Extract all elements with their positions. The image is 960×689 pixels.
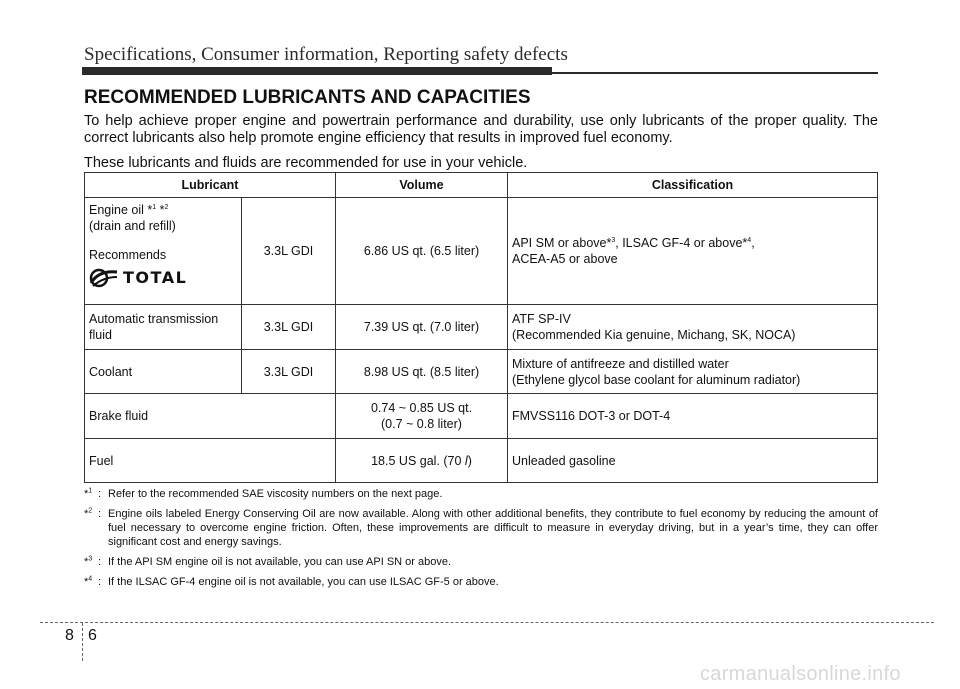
lubricants-table	[84, 172, 878, 483]
atf-engine: 3.3L GDI	[242, 305, 336, 350]
table-row-fuel	[85, 439, 878, 483]
footnote-colon: :	[98, 556, 102, 568]
coolant-name: Coolant	[85, 350, 242, 394]
fuel-volume	[336, 439, 508, 483]
footnote-marker: *$^2$	[84, 507, 93, 520]
brake-classification: FMVSS116 DOT-3 or DOT-4	[508, 394, 878, 439]
header-classification: Classification	[508, 173, 878, 198]
footnote-sup: 3	[611, 236, 616, 244]
engine-oil-classification	[508, 198, 878, 305]
page-number: 6	[88, 627, 97, 644]
total-logo-wordmark: TOTAL	[123, 268, 188, 287]
engine-oil-cell	[85, 198, 242, 305]
footnote-colon: :	[98, 488, 102, 500]
footnote-sup: 1	[152, 203, 157, 211]
fuel-volume-value: 18.5 US gal. (70	[371, 453, 465, 468]
engine-oil-name: Engine oil	[89, 203, 148, 217]
footnote-text: Engine oils labeled Energy Conserving Oil are now available. Along with other additional benefits, they contribute to fuel economy by reducing the amount of fuel necessary to overcome engine friction. Often, these improvements are difficult to measure in everyday driving, but in a year’s time, they can offer significant cost and energy savings.	[108, 508, 878, 548]
atf-name-line2: fluid	[89, 328, 112, 342]
footnote-text: If the ILSAC GF-4 engine oil is not available, you can use ILSAC GF-5 or above.	[108, 576, 499, 588]
atf-class-line1: ATF SP-IV	[512, 312, 571, 326]
classification-text: API SM or above*	[512, 236, 612, 250]
brake-name: Brake fluid	[85, 394, 336, 439]
engine-oil-recommends: Recommends	[89, 248, 167, 262]
atf-name-line1: Automatic transmission	[89, 312, 219, 326]
atf-name	[85, 305, 242, 350]
footer-vertical-divider	[82, 623, 83, 661]
table-row-engine-oil	[85, 198, 878, 305]
footnote-3	[84, 555, 878, 569]
table-row-brake	[85, 394, 878, 439]
header-volume: Volume	[336, 173, 508, 198]
fuel-volume-unit: l	[464, 453, 468, 468]
section-title: RECOMMENDED LUBRICANTS AND CAPACITIES	[84, 87, 531, 108]
intro-text	[84, 113, 878, 172]
total-logo	[87, 267, 237, 289]
intro-paragraph-1: To help achieve proper engine and powertrain performance and durability, use only lubricants of the proper quality. The correct lubricants also help promote engine efficiency that results in improved fuel economy.	[84, 113, 878, 146]
header-title: Specifications, Consumer information, Reporting safety defects	[84, 44, 568, 65]
table-header-row	[85, 173, 878, 198]
fuel-name: Fuel	[85, 439, 336, 483]
footnote-colon: :	[98, 576, 102, 588]
footnote-mark: *	[156, 203, 165, 217]
fuel-classification: Unleaded gasoline	[508, 439, 878, 483]
engine-oil-label	[89, 202, 237, 218]
table-row-coolant	[85, 350, 878, 394]
coolant-engine: 3.3L GDI	[242, 350, 336, 394]
footnote-marker: *$^1$	[84, 487, 93, 500]
brake-volume-line2: (0.7 ~ 0.8 liter)	[381, 417, 462, 431]
fuel-volume-end: )	[467, 453, 472, 468]
header-lubricant: Lubricant	[85, 173, 336, 198]
footnote-sup: 2	[164, 203, 169, 211]
brake-volume-line1: 0.74 ~ 0.85 US qt.	[370, 401, 473, 415]
footnote-text: If the API SM engine oil is not available, you can use API SN or above.	[108, 556, 452, 568]
classification-text: ,	[751, 236, 755, 250]
coolant-class-line1: Mixture of antifreeze and distilled water	[512, 356, 729, 371]
intro-paragraph-2: These lubricants and fluids are recommended for use in your vehicle.	[84, 155, 528, 171]
brake-volume	[336, 394, 508, 439]
engine-oil-volume: 6.86 US qt. (6.5 liter)	[336, 198, 508, 305]
footnote-4	[84, 575, 878, 589]
engine-oil-engine: 3.3L GDI	[242, 198, 336, 305]
coolant-class-line2: (Ethylene glycol base coolant for aluminum radiator)	[512, 372, 801, 387]
atf-volume: 7.39 US qt. (7.0 liter)	[336, 305, 508, 350]
footnote-1	[84, 487, 878, 501]
footnote-text: Refer to the recommended SAE viscosity numbers on the next page.	[108, 488, 443, 500]
footnote-2	[84, 507, 878, 549]
footer-divider	[40, 622, 934, 623]
classification-text: ACEA-A5 or above	[512, 252, 618, 266]
watermark: carmanualsonline.info	[700, 663, 901, 685]
classification-text: , ILSAC GF-4 or above*	[615, 236, 748, 250]
footnote-sup: 4	[747, 236, 752, 244]
footnotes	[84, 487, 878, 595]
engine-oil-drain: (drain and refill)	[89, 219, 176, 233]
header-rule-thin	[82, 72, 878, 74]
table-row-atf	[85, 305, 878, 350]
footnote-mark: *	[147, 203, 153, 217]
footnote-colon: :	[98, 508, 102, 520]
total-logo-icon	[87, 267, 119, 289]
atf-classification	[508, 305, 878, 350]
footnote-marker: *$^3$	[84, 555, 93, 568]
atf-class-line2: (Recommended Kia genuine, Michang, SK, NOCA)	[512, 328, 796, 342]
coolant-volume: 8.98 US qt. (8.5 liter)	[336, 350, 508, 394]
footnote-marker: *$^4$	[84, 575, 93, 588]
chapter-number: 8	[65, 627, 74, 644]
coolant-classification	[508, 350, 878, 394]
